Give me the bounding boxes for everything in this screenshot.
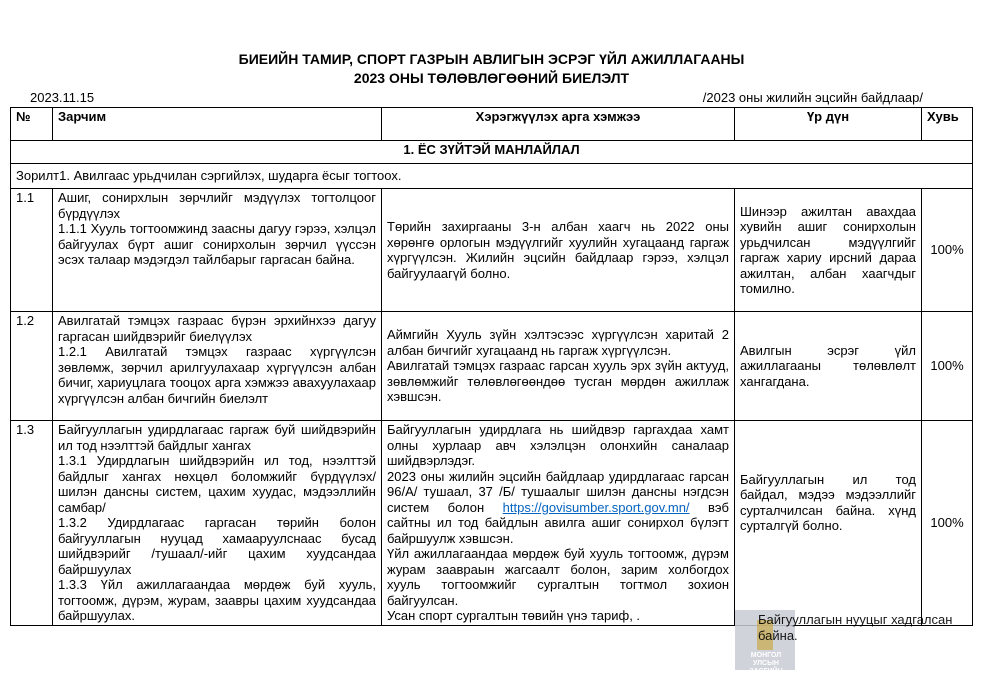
document-note: /2023 оны жилийн эцсийн байдлаар/ <box>702 90 923 105</box>
row-percent: 100% <box>922 421 973 626</box>
section-row <box>11 141 973 164</box>
goal-text: Зорилт1. Авилгаас урьдчилан сэргийлэх, шударга ёсыг тогтоох. <box>11 164 973 189</box>
table-row <box>11 421 973 626</box>
row-principle: Ашиг, сонирхлын зөрчлийг мэдүүлэх тогтолцоог бүрдүүлэх 1.1.1 Хууль тогтоомжинд заасны дагуу гэрээ, хэлцэл байгуулах бүрт ашиг сонирхолын зөрчил үүссэн эсэх талаар мэдэгдэл тайлбарыг гаргасан байна. <box>53 189 382 312</box>
col-header-action: Хэрэгжүүлэх арга хэмжээ <box>382 108 735 141</box>
row-percent: 100% <box>922 312 973 421</box>
row-result: Шинээр ажилтан авахдаа хувийн ашиг сонирхолын урьдчилсан мэдүүлгийг гаргаж хариу ирсний дараа ажилтан, албан хаагчдыг томилно. <box>735 189 922 312</box>
seal-text: МОНГОЛ УЛСЫН ЗАСГИЙН ГАЗАР <box>749 652 783 683</box>
row-principle: Авилгатай тэмцэх газраас бүрэн эрхийнхээ дагуу гаргасан шийдвэрийг биелүүлэх 1.2.1 Авилгатай тэмцэх газраас хүргүүлсэн зөвлөмж, зөрчил арилгуулахаар хүргүүлсэн албан бичиг, хариуцлага тооцох арга хэмжээ авахуулахаар хүргүүлсэн албан бичгийн биелэлт <box>53 312 382 421</box>
website-link[interactable]: https://govisumber.sport.gov.mn/ <box>502 499 690 515</box>
table-row <box>11 189 973 312</box>
document-date: 2023.11.15 <box>30 90 95 105</box>
table-row <box>11 312 973 421</box>
col-header-number: № <box>11 108 53 141</box>
row-action-text: Байгууллагын удирдлага нь шийдвэр гаргахдаа хамт олны хурлаар авч хэлэлцэн олонхийн саналаар шийдвэрлэдэг. 2023 оны жилийн эцсийн байдлаар удирдлагаас гарсан 96/А/ тушаал, 37 /Б/ тушаалыг шилэн дансны нэгдсэн систем болон <box>387 422 729 515</box>
col-header-principle: Зарчим <box>53 108 382 141</box>
row-principle: Байгууллагын удирдлагаас гаргаж буй шийдвэрийн ил тод нээлттэй байдлыг хангах 1.3.1 Удирдлагын шийдвэрийн ил тод, нээлттэй байдлыг хангах нөхцөл боломжийг бүрдүүлэх/шилэн дансны систем, цахим хуудас, мэдээллийн самбар/ 1.3.2 Удирдлагаас гаргасан төрийн болон байгууллагын нууцад хамааруулснаас бусад шийдвэрийг /тушаал/-ийг цахим хуудсандаа байршуулах 1.3.3 Үйл ажиллагаандаа мөрдөж буй хууль, тогтоомж, дүрэм, журам, заавры цахим хуудсандаа байршуулах. <box>53 421 382 626</box>
row-percent: 100% <box>922 189 973 312</box>
row-action: Аймгийн Хууль зүйн хэлтэсээс хүргүүлсэн харитай 2 албан бичгийг хугацаанд нь гаргаж хүргүүлсэн. Авилгатай тэмцэх газраас гарсан хууль эрх зүйн актууд, зөвлөмжийг төлөвлөгөөндөө тусган мөрдөн ажиллаж хэвшсэн. <box>382 312 735 421</box>
plan-table <box>10 107 973 626</box>
row-result <box>735 421 922 626</box>
row-result: Авилгын эсрэг үйл ажиллагааны төлөвлөлт хангагдана. <box>735 312 922 421</box>
document-title-line1: БИЕИЙН ТАМИР, СПОРТ ГАЗРЫН АВЛИГЫН ЭСРЭГ ҮЙЛ АЖИЛЛАГААНЫ <box>238 51 745 67</box>
row-number: 1.3 <box>11 421 53 626</box>
row-action <box>382 421 735 626</box>
row-number: 1.1 <box>11 189 53 312</box>
col-header-percent: Хувь <box>922 108 973 141</box>
col-header-result: Үр дүн <box>735 108 922 141</box>
document-title-line2: 2023 ОНЫ ТӨЛӨВЛӨГӨӨНИЙ БИЕЛЭЛТ <box>353 70 630 86</box>
goal-row <box>11 164 973 189</box>
row-action: Төрийн захиргааны 3-н албан хаагч нь 2022 оны хөрөнгө орлогын мэдүүлгийг хуулийн хугацаанд гаргаж хүргүүлсэн. Жилийн эцсийн байдлаар гэрээ, хэлцэл байгуулаагүй болно. <box>382 189 735 312</box>
table-header-row <box>11 108 973 141</box>
section-title: 1. ЁС ЗҮЙТЭЙ МАНЛАЙЛАЛ <box>11 141 973 164</box>
row-result-text: Байгууллагын ил тод байдал, мэдээ мэдээллийг сурталчилсан байна. хүнд сурталгүй болно. <box>740 471 916 534</box>
row-number: 1.2 <box>11 312 53 421</box>
row-action-text-cont: вэб сайтны ил тод байдлын авилга ашиг сонирхол бүлэгт байршуулж хэвшсэн. Үйл ажиллагаандаа мөрдөж буй хууль тогтоомж, дүрэм журам заавраын жагсаалт болон, зарим холбогдох хууль тогтоомжийг сургалтын тогтмол зохион байгуулсан. Усан спорт сургалтын төвийн үнэ тариф, . <box>387 499 729 623</box>
result-overlay-text: Байгууллагын нууцыг хадгалсан байна. <box>758 612 953 643</box>
